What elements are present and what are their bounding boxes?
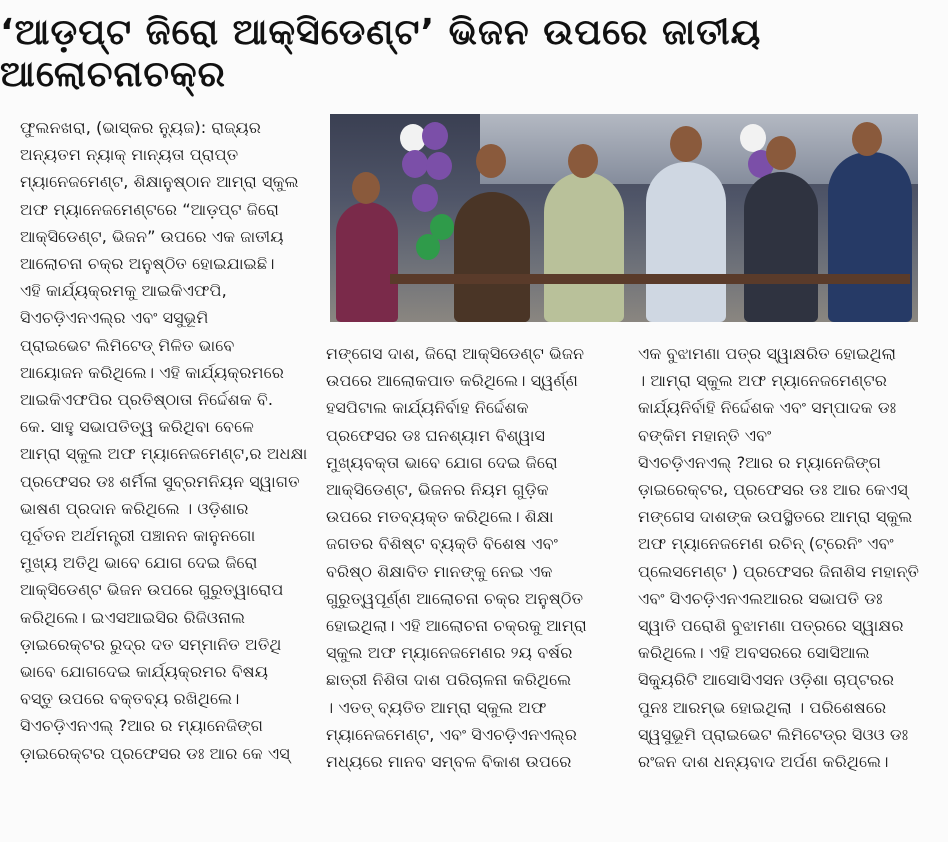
article-line: ଅଫ ମ୍ୟାନେଜମେଣ ରଚିନ୍ (ଟ୍ରେନିଂ ଏବଂ (638, 534, 894, 554)
article-line: ପ୍ରଫେସର ଡଃ ଘନଶ୍ୟାମ ବିଶ୍ୱାସ (326, 425, 546, 445)
article-line: ଆମ୍ରା ସ୍କୁଲ ଅଫ ମ୍ୟାନେଜମେଣ୍ଟ,ର ଅଧକ୍ଷା (20, 444, 308, 464)
article-line: ମଙ୍ଗେସ ଦାଶଙ୍କ ଉପସ୍ଥିତରେ ଆମ୍ରା ସ୍କୁଲ (638, 507, 913, 527)
article-line: ଡ଼ାଇରେକ୍ଟର, ପ୍ରଫେସର ଡଃ ଆର କେଏସ୍ (638, 480, 908, 500)
article-column-3 (638, 340, 934, 775)
article-line: ହସପିଟାଲ କାର୍ଯ୍ୟନିର୍ବାହ ନିର୍ଦ୍ଦେଶକ (326, 398, 529, 418)
article-line: ଉପରେ ଆଲୋକପାତ କରିଥିଲେ। ସ୍ୱର୍ଣ୍ଣ (326, 371, 578, 391)
article-line: ଉପରେ ମତବ୍ୟକ୍ତ କରିଥିଲେ। ଶିକ୍ଷା (326, 507, 554, 527)
speaker-head (766, 136, 796, 170)
article-line: ସିଏଚଡ଼ିଏନଏଲ୍ ?ଆର ର ମ୍ୟାନେଜିଙ୍ଗ (638, 452, 882, 472)
article-line: ମଧ୍ୟରେ ମାନବ ସମ୍ବଳ ବିକାଶ ଉପରେ (326, 752, 572, 772)
article-line: ସିଏଚଡ଼ିଏନଏଲ୍‌ର ଏବଂ ସସୁଭୂମି (20, 308, 209, 328)
article-line: । ଆମ୍ରା ସ୍କୁଲ ଅଫ ମ୍ୟାନେଜମେଣ୍ଟର (638, 371, 887, 391)
article-line: ଏକ ବୁଝାମଣା ପତ୍ର ସ୍ୱାକ୍ଷରିତ ହୋଇଥିଲା (638, 344, 897, 363)
headline: ‘ଆଡ଼ପ୍ଟ ଜିରୋ ଆକ୍ସିଡେଣ୍ଟ’ ଭିଜନ ଉପରେ ଜାତୀୟ ଆଲୋଚନାଚକ୍ର (0, 12, 762, 95)
balloon-decoration (412, 184, 438, 212)
article-line: ପ୍ଲେସମେଣ୍ଟ ) ପ୍ରଫେସର ଜିନାଶିସ ମହାନ୍ତି (638, 561, 920, 581)
article-line: ସ୍କୁଲ ଅଫ ମ୍ୟାନେଜମେଣର ୨ୟ ବର୍ଷର (326, 643, 573, 663)
article-line: ବରିଷ୍ଠ ଶିକ୍ଷାବିତ ମାନଙ୍କୁ ନେଇ ଏକ (326, 561, 553, 581)
speaker-figure (828, 152, 912, 322)
article-line: ପ୍ରଫେସର ଡଃ ଶର୍ମିଳା ସୁବ୍ରମନିୟନ ସ୍ୱାଗତ (20, 471, 300, 491)
article-line: ଆକ୍ସିଡେଣ୍ଟ, ଭିଜନ” ଉପରେ ଏକ ଜାତୀୟ (20, 226, 284, 246)
article-line: ରଂଜନ ଦାଶ ଧନ୍ୟବାଦ ଅର୍ପଣ କରିଥିଲେ। (638, 752, 889, 772)
article-line: ପୂର୍ବତନ ଅର୍ଥମନ୍ତ୍ରୀ ପଞ୍ଚାନନ କାନୁନଗୋ (20, 526, 256, 546)
article-line: ମଙ୍ଗେସ ଦାଶ, ଜିରୋ ଆକ୍ସିଡେଣ୍ଟ ଭିଜନ (326, 344, 585, 363)
article-column-2 (326, 340, 626, 775)
article-line: । ଏତତ୍ ବ୍ୟତିତ ଆମ୍ରା ସ୍କୁଲ ଅଫ (326, 697, 547, 717)
speaker-figure (544, 172, 624, 322)
balloon-decoration (402, 150, 428, 178)
speaker-figure (336, 202, 398, 322)
article-line: ଭାବେ ଯୋଗଦେଇ କାର୍ଯ୍ୟକ୍ରମର ବିଷୟ (20, 662, 269, 682)
article-line: କେ. ସାହୁ ସଭାପତିତ୍ୱ କରିଥିବା ବେଳେ (20, 417, 254, 437)
article-line: ସ୍ୱସୁଭୂମି ପ୍ରାଇଭେଟ ଲିମିଟେଡ୍‌ର ସିଓଓ ଡଃ (638, 724, 909, 744)
speaker-head (852, 122, 882, 156)
news-photo (330, 114, 918, 322)
balloon-decoration (422, 122, 448, 150)
stage-table (390, 274, 910, 284)
article-line: ପୁନଃ ଆରମ୍ଭ ହୋଇଥିଲା । ପରିଶେଷରେ (638, 697, 887, 717)
article-line: ଜଗତର ବିଶିଷ୍ଟ ବ୍ୟକ୍ତି ବିଶେଷ ଏବଂ (326, 534, 558, 554)
article-line: ଅଫ ମ୍ୟାନେଜମେଣ୍ଟରେ “ଆଡ଼ପ୍ଟ ଜିରୋ (20, 199, 279, 219)
article-column-1 (20, 114, 336, 767)
article-line: ଡ଼ାଇରେକ୍ଟର ରୁଦ୍ର ଦତ ସମ୍ମାନିତ ଅତିଥି (20, 634, 282, 654)
article-line: ମୁଖ୍ୟବକ୍ତା ଭାବେ ଯୋଗ ଦେଇ ଜିରୋ (326, 452, 558, 472)
balloon-decoration (426, 152, 452, 180)
article-line: ଆକ୍ସିଡେଣ୍ଟ ଭିଜନ ଉପରେ ଗୁରୁତ୍ୱାରୋପ (20, 580, 284, 600)
article-line: ମ୍ୟାନେଜମେଣ୍ଟ, ଶିକ୍ଷାନୁଷ୍ଠାନ ଆମ୍ରା ସ୍କୁଲ (20, 172, 299, 192)
article-line: ହୋଇଥିଲା। ଏହି ଆଲୋଚନା ଚକ୍ରକୁ ଆମ୍ରା (326, 616, 587, 636)
article-line: ମ୍ୟାନେଜମେଣ୍ଟ, ଏବଂ ସିଏଚଡ଼ିଏନଏଲ୍‌ର (326, 724, 577, 744)
article-line: କାର୍ଯ୍ୟନିର୍ବାହି ନିର୍ଦ୍ଦେଶକ ଏବଂ ସମ୍ପାଦକ ଡଃ (638, 398, 897, 418)
speaker-figure (454, 192, 530, 322)
speaker-head (352, 172, 380, 204)
article-line: ଆୟୋଜନ କରିଥିଲେ। ଏହି କାର୍ଯ୍ୟକ୍ରମରେ (20, 362, 285, 382)
article-line: କରିଥିଲେ। ଏହି ଅବସରରେ ସୋସିଆଲ (638, 643, 870, 663)
balloon-decoration (416, 234, 440, 260)
article-line: ମୁଖ୍ୟ ଅତିଥି ଭାବେ ଯୋଗ ଦେଇ ଜିରୋ (20, 553, 258, 573)
article-line: ଆଇକିଏଫପିର ପ୍ରତିଷ୍ଠାତା ନିର୍ଦ୍ଦେଶକ ବି. (20, 390, 274, 410)
speaker-head (568, 144, 598, 178)
article-line: ଆଲୋଚନା ଚକ୍ର ଅନୁଷ୍ଠିତ ହୋଇଯାଇଛି। (20, 254, 275, 274)
article-line: ଅନ୍ୟତମ ନ୍ୟାକ୍ ମାନ୍ୟତା ପ୍ରାପ୍ତ (20, 145, 239, 165)
article-line: ସ୍ୱାତି ପରୋଶି ବୁଝାମଣା ପତ୍ରରେ ସ୍ୱାକ୍ଷର (638, 616, 904, 636)
article-line: ସିଏଚଡ଼ିଏନଏଲ୍ ?ଆର ର ମ୍ୟାନେଜିଙ୍ଗ (20, 716, 264, 736)
article-line: ଆକ୍ସିଡେଣ୍ଟ, ଭିଜନର ନିୟମ ଗୁଡ଼ିକ (326, 480, 549, 500)
article-line: ଭାଷଣ ପ୍ରଦାନ କରିଥିଲେ । ଓଡ଼ିଶାର (20, 498, 249, 518)
article-line: ଡ଼ାଇରେକ୍ଟର ପ୍ରଫେସର ଡଃ ଆର କେ ଏସ୍ (20, 743, 290, 763)
article-line: ପ୍ରାଇଭେଟ ଲିମିଟେଡ୍ ମିଳିତ ଭାବେ (20, 335, 235, 355)
balloon-decoration (740, 124, 766, 152)
speaker-head (670, 126, 702, 162)
article-line: ସିକ୍ୟୁରିଟି ଆସୋସିଏସନ ଓଡ଼ିଶା ଚାପ୍ଟରର (638, 670, 895, 690)
speaker-figure (744, 172, 818, 322)
article-line: ଗୁରୁତ୍ୱପୂର୍ଣ୍ଣ ଆଲୋଚନା ଚକ୍ର ଅନୁଷ୍ଠିତ (326, 588, 584, 608)
speaker-head (476, 144, 506, 178)
article-line: ଏହି କାର୍ଯ୍ୟକ୍ରମକୁ ଆଇକିଏଫପି, (20, 281, 227, 301)
article-line: ବଙ୍କିମ ମହାନ୍ତି ଏବଂ (638, 425, 772, 445)
article-line: ବସ୍ତୁ ଉପରେ ବକ୍ତବ୍ୟ ରଖିଥିଲେ। (20, 689, 240, 709)
article-line: ଛାତ୍ରୀ ନିଶିତା ଦାଶ ପରିଚାଳନା କରିଥିଲେ (326, 670, 572, 690)
article-line: ଏବଂ ସିଏଚଡ଼ିଏନଏଲଆରର ସଭାପତି ଡଃ (638, 588, 883, 608)
article-line: କରିଥିଲେ। ଇଏସଆଇସିର ରିଜିଓନାଲ (20, 607, 246, 627)
article-line: ଫୁଲନଖରା, (ଭାସ୍କର ନ୍ୟୁଜ): ରାଜ୍ୟର (20, 118, 262, 137)
speaker-figure (646, 162, 726, 322)
